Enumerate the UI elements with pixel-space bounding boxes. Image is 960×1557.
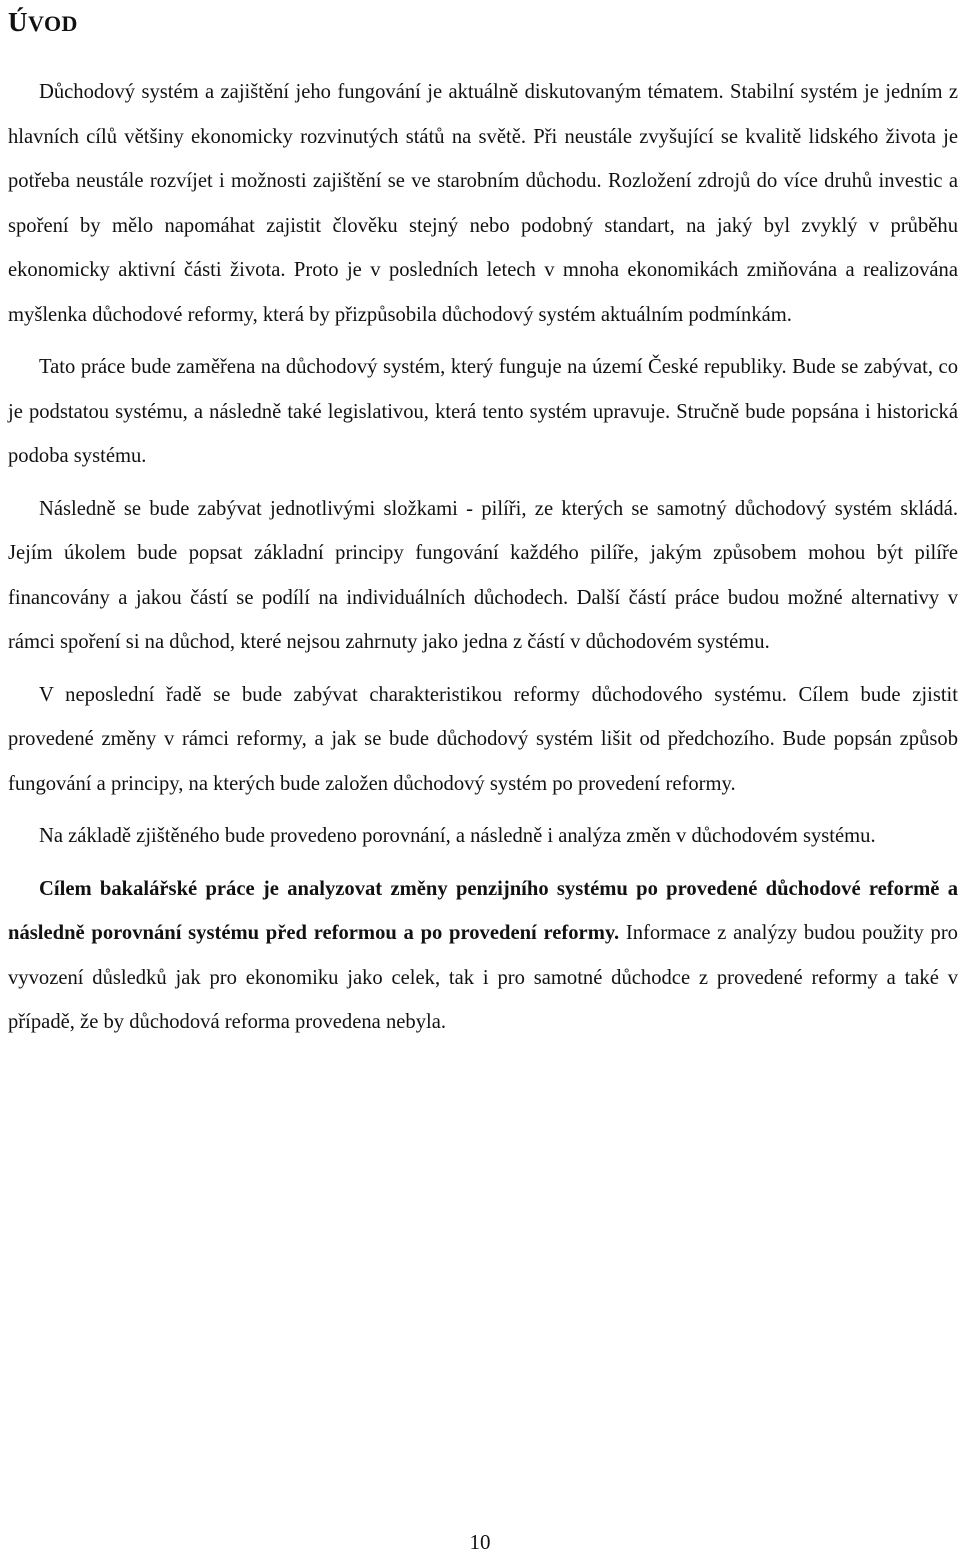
chapter-heading	[8, 4, 958, 42]
chapter-heading-rest: VOD	[28, 11, 78, 36]
chapter-heading-first-letter: Ú	[8, 7, 28, 37]
page-number: 10	[469, 1530, 491, 1554]
paragraph-3: Následně se bude zabývat jednotlivými složkami - pilíři, ze kterých se samotný důchodový systém skládá. Jejím úkolem bude popsat základní principy fungování každého pilíře, jakým způsobem mohou být pilíře financovány a jakou částí se podílí na individuálních důchodech. Další částí práce budou možné alternativy v rámci spoření si na důchod, které nejsou zahrnuty jako jedna z částí v důchodovém systému.	[8, 497, 958, 653]
document-page	[8, 0, 958, 1045]
paragraph-2: Tato práce bude zaměřena na důchodový systém, který funguje na území České republiky. Bude se zabývat, co je podstatou systému, a následně také legislativou, která tento systém upravuje. Stručně bude popsána i historická podoba systému.	[8, 356, 958, 467]
paragraph-6-goal	[8, 867, 958, 1045]
paragraph-4: V neposlední řadě se bude zabývat charakteristikou reformy důchodového systému. Cílem bude zjistit provedené změny v rámci reformy, a jak se bude důchodový systém lišit od předchozího. Bude popsán způsob fungování a principy, na kterých bude založen důchodový systém po provedení reformy.	[8, 683, 958, 795]
paragraph-1: Důchodový systém a zajištění jeho fungování je aktuálně diskutovaným tématem. Stabilní systém je jedním z hlavních cílů většiny ekonomicky rozvinutých států na světě. Při neustále zvyšující se kvalitě lidského života je potřeba neustále rozvíjet i možnosti zajištění se ve starobním důchodu. Rozložení zdrojů do více druhů investic a spoření by mělo napomáhat zajistit člověku stejný nebo podobný standart, na jaký byl zvyklý v průběhu ekonomicky aktivní části života. Proto je v posledních letech v mnoha ekonomikách zmiňována a realizována myšlenka důchodové reformy, která by přizpůsobila důchodový systém aktuálním podmínkám.	[8, 81, 958, 326]
paragraph-5: Na základě zjištěného bude provedeno porovnání, a následně i analýza změn v důchodovém systému.	[39, 825, 876, 847]
goal-followup: Informace z analýzy budou použity pro vyvození důsledků jak pro ekonomiku jako celek, tak i pro samotné důchodce z provedené reformy a také v případě, že by důchodová reforma provedena nebyla.	[8, 922, 958, 1033]
goal-statement: Cílem bakalářské práce je analyzovat změny penzijního systému po provedené důchodové reformě a následně porovnání systému před reformou a po provedení reformy.	[8, 877, 958, 944]
